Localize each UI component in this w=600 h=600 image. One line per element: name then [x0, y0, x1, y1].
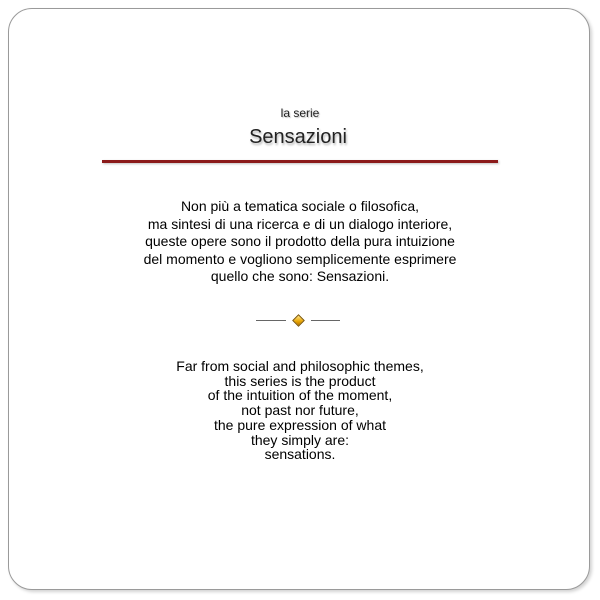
italian-line: del momento e vogliono semplicemente esprimere: [143, 250, 457, 267]
divider-left-line: [256, 320, 286, 321]
english-line: this series is the product: [224, 372, 376, 389]
english-line: they simply are:: [250, 431, 350, 448]
diamond-ornament-icon: [292, 314, 305, 327]
english-line: the pure expression of what: [214, 416, 386, 433]
title-underline-rule: [102, 160, 498, 163]
divider-right-line: [311, 320, 340, 321]
section-divider: [256, 313, 340, 327]
english-line: Far from social and philosophic themes,: [176, 358, 424, 374]
italian-line: quello che sono: Sensazioni.: [210, 268, 390, 284]
english-line: not past nor future,: [241, 402, 359, 419]
content-card: [8, 8, 590, 590]
english-description: [0, 359, 600, 462]
english-line: sensations.: [264, 446, 336, 463]
italian-description: [0, 198, 600, 286]
english-line: of the intuition of the moment,: [207, 387, 393, 404]
series-title: Sensazioni: [249, 126, 347, 148]
series-label: la serie: [280, 106, 320, 120]
italian-line: ma sintesi di una ricerca e di un dialogo interiore,: [147, 215, 453, 232]
italian-line: queste opere sono il prodotto della pura intuizione: [145, 233, 455, 249]
italian-line: Non più a tematica sociale o filosofica,: [180, 198, 420, 214]
